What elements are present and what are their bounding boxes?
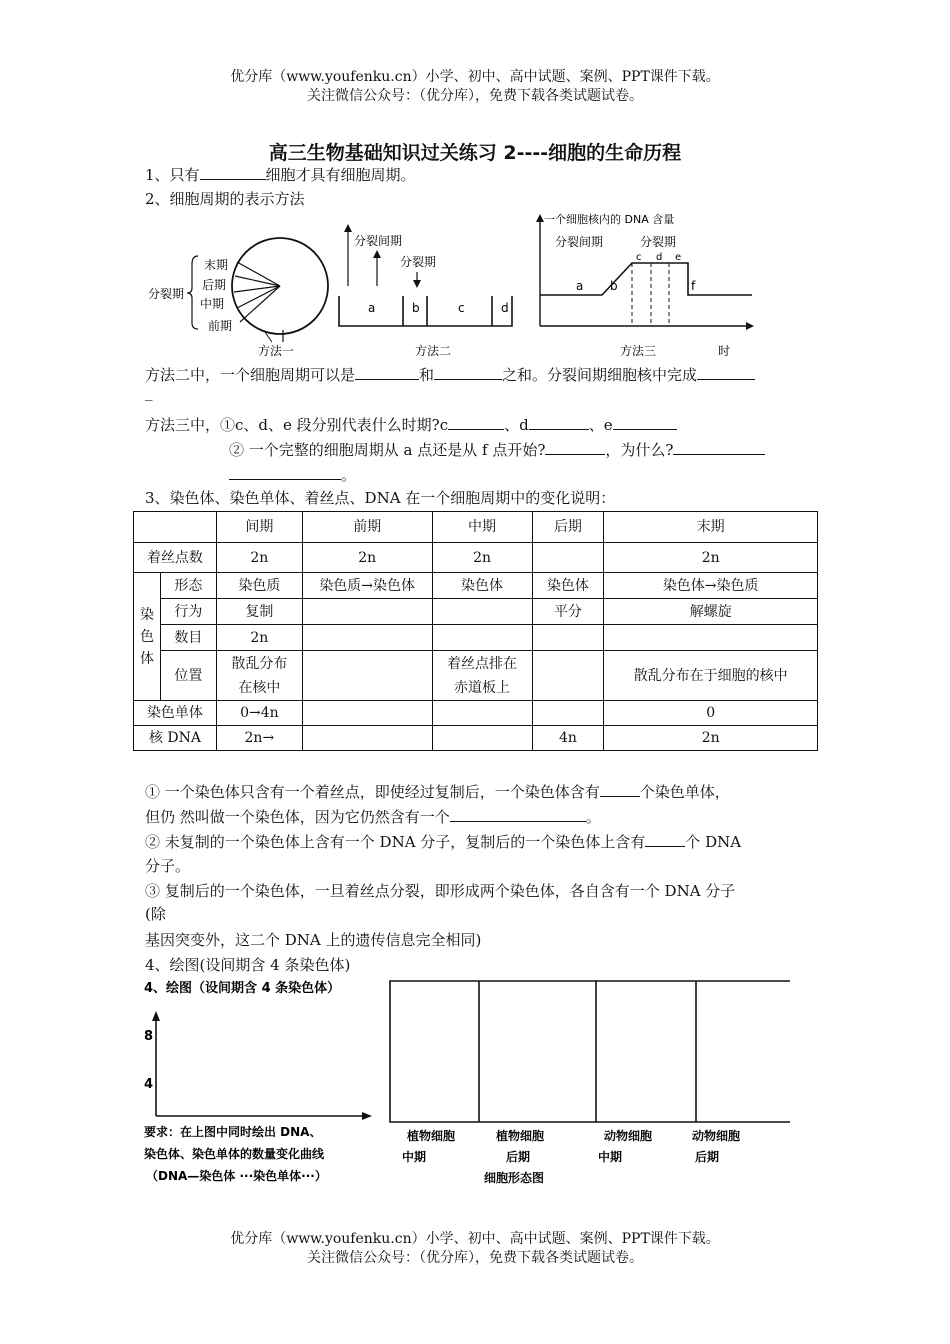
panel-caption: 细胞形态图 (484, 1171, 545, 1185)
req-line-3: （DNA—染色体 ···染色单体···） (146, 1169, 327, 1183)
phase-label-metaphase: 中期 (200, 297, 225, 311)
blank-cell[interactable] (532, 543, 604, 573)
m3-question-2-cont: 。 (229, 464, 356, 485)
table-header-row (134, 512, 818, 543)
method-1-caption: 方法一 (258, 344, 295, 358)
drawing-section (140, 975, 800, 1190)
blank-cell[interactable] (432, 726, 532, 751)
q1-blank[interactable] (200, 164, 266, 180)
m2-blank-2[interactable] (434, 364, 502, 380)
interphase-label: 分裂间期 (354, 234, 403, 248)
footer-line-1: 优分库（www.youfenku.cn）小学、初中、高中试题、案例、PPT课件下载。 (230, 1231, 720, 1247)
blank-cell[interactable] (532, 651, 604, 701)
segment-d: d (501, 301, 509, 315)
m3-letter-f: f (691, 279, 696, 293)
method-2-diagram (339, 224, 512, 358)
panel-1-label-1: 植物细胞 (407, 1129, 456, 1143)
q1-prefix: 1、只有 (145, 166, 200, 184)
question-2: 2、细胞周期的表示方法 (145, 190, 305, 208)
blank-cell[interactable] (432, 701, 532, 726)
y-tick-4: 4 (144, 1077, 154, 1092)
m2-blank-1[interactable] (355, 364, 419, 380)
quantity-graph (144, 980, 372, 1183)
m3-blank-why-2[interactable] (229, 464, 341, 480)
panel-2-label-2: 后期 (506, 1150, 531, 1164)
m3-letter-e: e (675, 252, 682, 263)
note-1-blank-1[interactable] (600, 781, 640, 797)
table-row-centromere: 着丝点数 2n 2n 2n 2n (134, 543, 818, 573)
panel-3-label-1: 动物细胞 (604, 1129, 653, 1143)
header-interphase: 间期 (216, 512, 302, 543)
header-metaphase: 中期 (432, 512, 532, 543)
table-row-chromatid: 染色单体 0→4n 0 (134, 701, 818, 726)
header-line-2: 关注微信公众号：（优分库），免费下载各类试题试卷。 (307, 88, 643, 104)
note-2-line-1: ② 未复制的一个染色体上含有一个 DNA 分子，复制后的一个染色体上含有 个 DNA (145, 833, 742, 851)
table-row-position: 位置 散乱分布在核中 着丝点排在赤道板上 散乱分布在于细胞的核中 (134, 651, 818, 701)
panel-4-label-1: 动物细胞 (692, 1129, 741, 1143)
m2-continuation: _ (145, 383, 153, 401)
table-row-count: 数目 2n (134, 625, 818, 651)
page-title: 高三生物基础知识过关练习 2----细胞的生命历程 (268, 142, 682, 164)
table-row-shape: 染色体 形态 染色质 染色质→染色体 染色体 染色体 染色体→染色质 (134, 573, 818, 599)
mitosis-side-label: 分裂期 (148, 287, 185, 301)
note-3-line-3: 基因突变外，这二个 DNA 上的遗传信息完全相同) (145, 931, 482, 949)
time-axis-label: 时 (718, 344, 731, 358)
scan-title: 4、绘图（设间期含 4 条染色体） (144, 981, 341, 996)
req-line-1: 要求：在上图中同时绘出 DNA、 (144, 1125, 322, 1139)
m3-blank-c[interactable] (448, 414, 504, 430)
m3-blank-why[interactable] (673, 439, 765, 455)
dna-curve (540, 263, 752, 295)
chromosome-group-label: 染色体 (134, 573, 161, 701)
row-label: 着丝点数 (134, 543, 217, 573)
chromosome-change-table (133, 511, 818, 751)
phase-label-prophase: 前期 (208, 319, 233, 333)
header-cell-empty (134, 512, 217, 543)
brace (187, 256, 198, 329)
req-line-2: 染色体、染色单体的数量变化曲线 (144, 1147, 325, 1161)
blank-cell[interactable] (532, 625, 604, 651)
segment-b: b (412, 301, 420, 315)
question-1 (145, 164, 416, 185)
m3-question-2: ② 一个完整的细胞周期从 a 点还是从 f 点开始? ，为什么? (229, 439, 765, 460)
panel-3-label-2: 中期 (598, 1150, 623, 1164)
method-3-diagram (536, 212, 754, 358)
m3-letter-c: c (636, 252, 642, 263)
y-axis-label: 一个细胞核内的 DNA 含量 (544, 213, 675, 226)
note-2-blank[interactable] (645, 831, 685, 847)
panel-4-label-2: 后期 (695, 1150, 720, 1164)
note-3-line-1: ③ 复制后的一个染色体，一旦着丝点分裂，即形成两个染色体，各自含有一个 DNA 分子 (145, 882, 736, 900)
table-row-dna: 核 DNA 2n→ 4n 2n (134, 726, 818, 751)
note-3-line-2: (除 (145, 905, 166, 923)
header-prophase: 前期 (302, 512, 432, 543)
cell-cycle-diagrams (140, 208, 760, 363)
phase-label-anaphase: 后期 (202, 278, 227, 292)
blank-cell[interactable] (302, 651, 432, 701)
blank-cell[interactable] (302, 701, 432, 726)
blank-cell[interactable] (432, 625, 532, 651)
note-1-line-2: 但仍 然叫做一个染色体，因为它仍然含有一个 。 (145, 808, 601, 826)
blank-cell[interactable] (302, 599, 432, 625)
blank-cell[interactable] (604, 625, 818, 651)
m3-interphase-label: 分裂间期 (555, 235, 604, 249)
note-1-blank-2[interactable] (450, 806, 586, 822)
method-3-caption: 方法三 (620, 344, 657, 358)
m3-letter-b: b (610, 279, 618, 293)
m3-blank-start[interactable] (545, 439, 605, 455)
m3-letter-d: d (656, 252, 663, 263)
m3-mitosis-label: 分裂期 (640, 235, 677, 249)
footer-line-2: 关注微信公众号：（优分库），免费下载各类试题试卷。 (307, 1250, 643, 1266)
m3-question-1: 方法三中，①c、d、e 段分别代表什么时期?c 、d 、e (145, 414, 677, 435)
m3-blank-d[interactable] (529, 414, 589, 430)
q1-suffix: 细胞才具有细胞周期。 (265, 166, 416, 184)
panel-1-label-2: 中期 (402, 1150, 427, 1164)
m3-letter-a: a (576, 279, 584, 293)
method-2-caption: 方法二 (415, 344, 452, 358)
m3-blank-e[interactable] (613, 414, 677, 430)
header-line-1: 优分库（www.youfenku.cn）小学、初中、高中试题、案例、PPT课件下载。 (230, 69, 720, 85)
segment-a: a (368, 301, 376, 315)
phase-label-telophase: 末期 (204, 258, 229, 272)
panel-2-label-1: 植物细胞 (496, 1129, 545, 1143)
cell-panels (390, 981, 790, 1185)
segment-c: c (458, 301, 465, 315)
blank-cell[interactable] (532, 701, 604, 726)
table-row-behavior: 行为 复制 平分 解螺旋 (134, 599, 818, 625)
mitosis-label: 分裂期 (400, 255, 437, 269)
question-4: 4、绘图(设间期含 4 条染色体) (145, 956, 351, 974)
question-3: 3、染色体、染色单体、着丝点、DNA 在一个细胞周期中的变化说明： (145, 489, 616, 507)
note-1-line-1: ① 一个染色体只含有一个着丝点，即使经过复制后，一个染色体含有 个染色单体， (145, 783, 730, 801)
header-telophase: 末期 (604, 512, 818, 543)
blank-cell[interactable] (302, 625, 432, 651)
note-2-line-2: 分子。 (145, 857, 191, 875)
m2-question: 方法二中，一个细胞周期可以是 和 之和。分裂间期细胞核中完成 (145, 364, 755, 385)
m2-blank-3[interactable] (697, 364, 755, 380)
blank-cell[interactable] (302, 726, 432, 751)
blank-cell[interactable] (432, 599, 532, 625)
y-tick-8: 8 (144, 1029, 154, 1044)
method-1-diagram (148, 238, 328, 358)
header-anaphase: 后期 (532, 512, 604, 543)
